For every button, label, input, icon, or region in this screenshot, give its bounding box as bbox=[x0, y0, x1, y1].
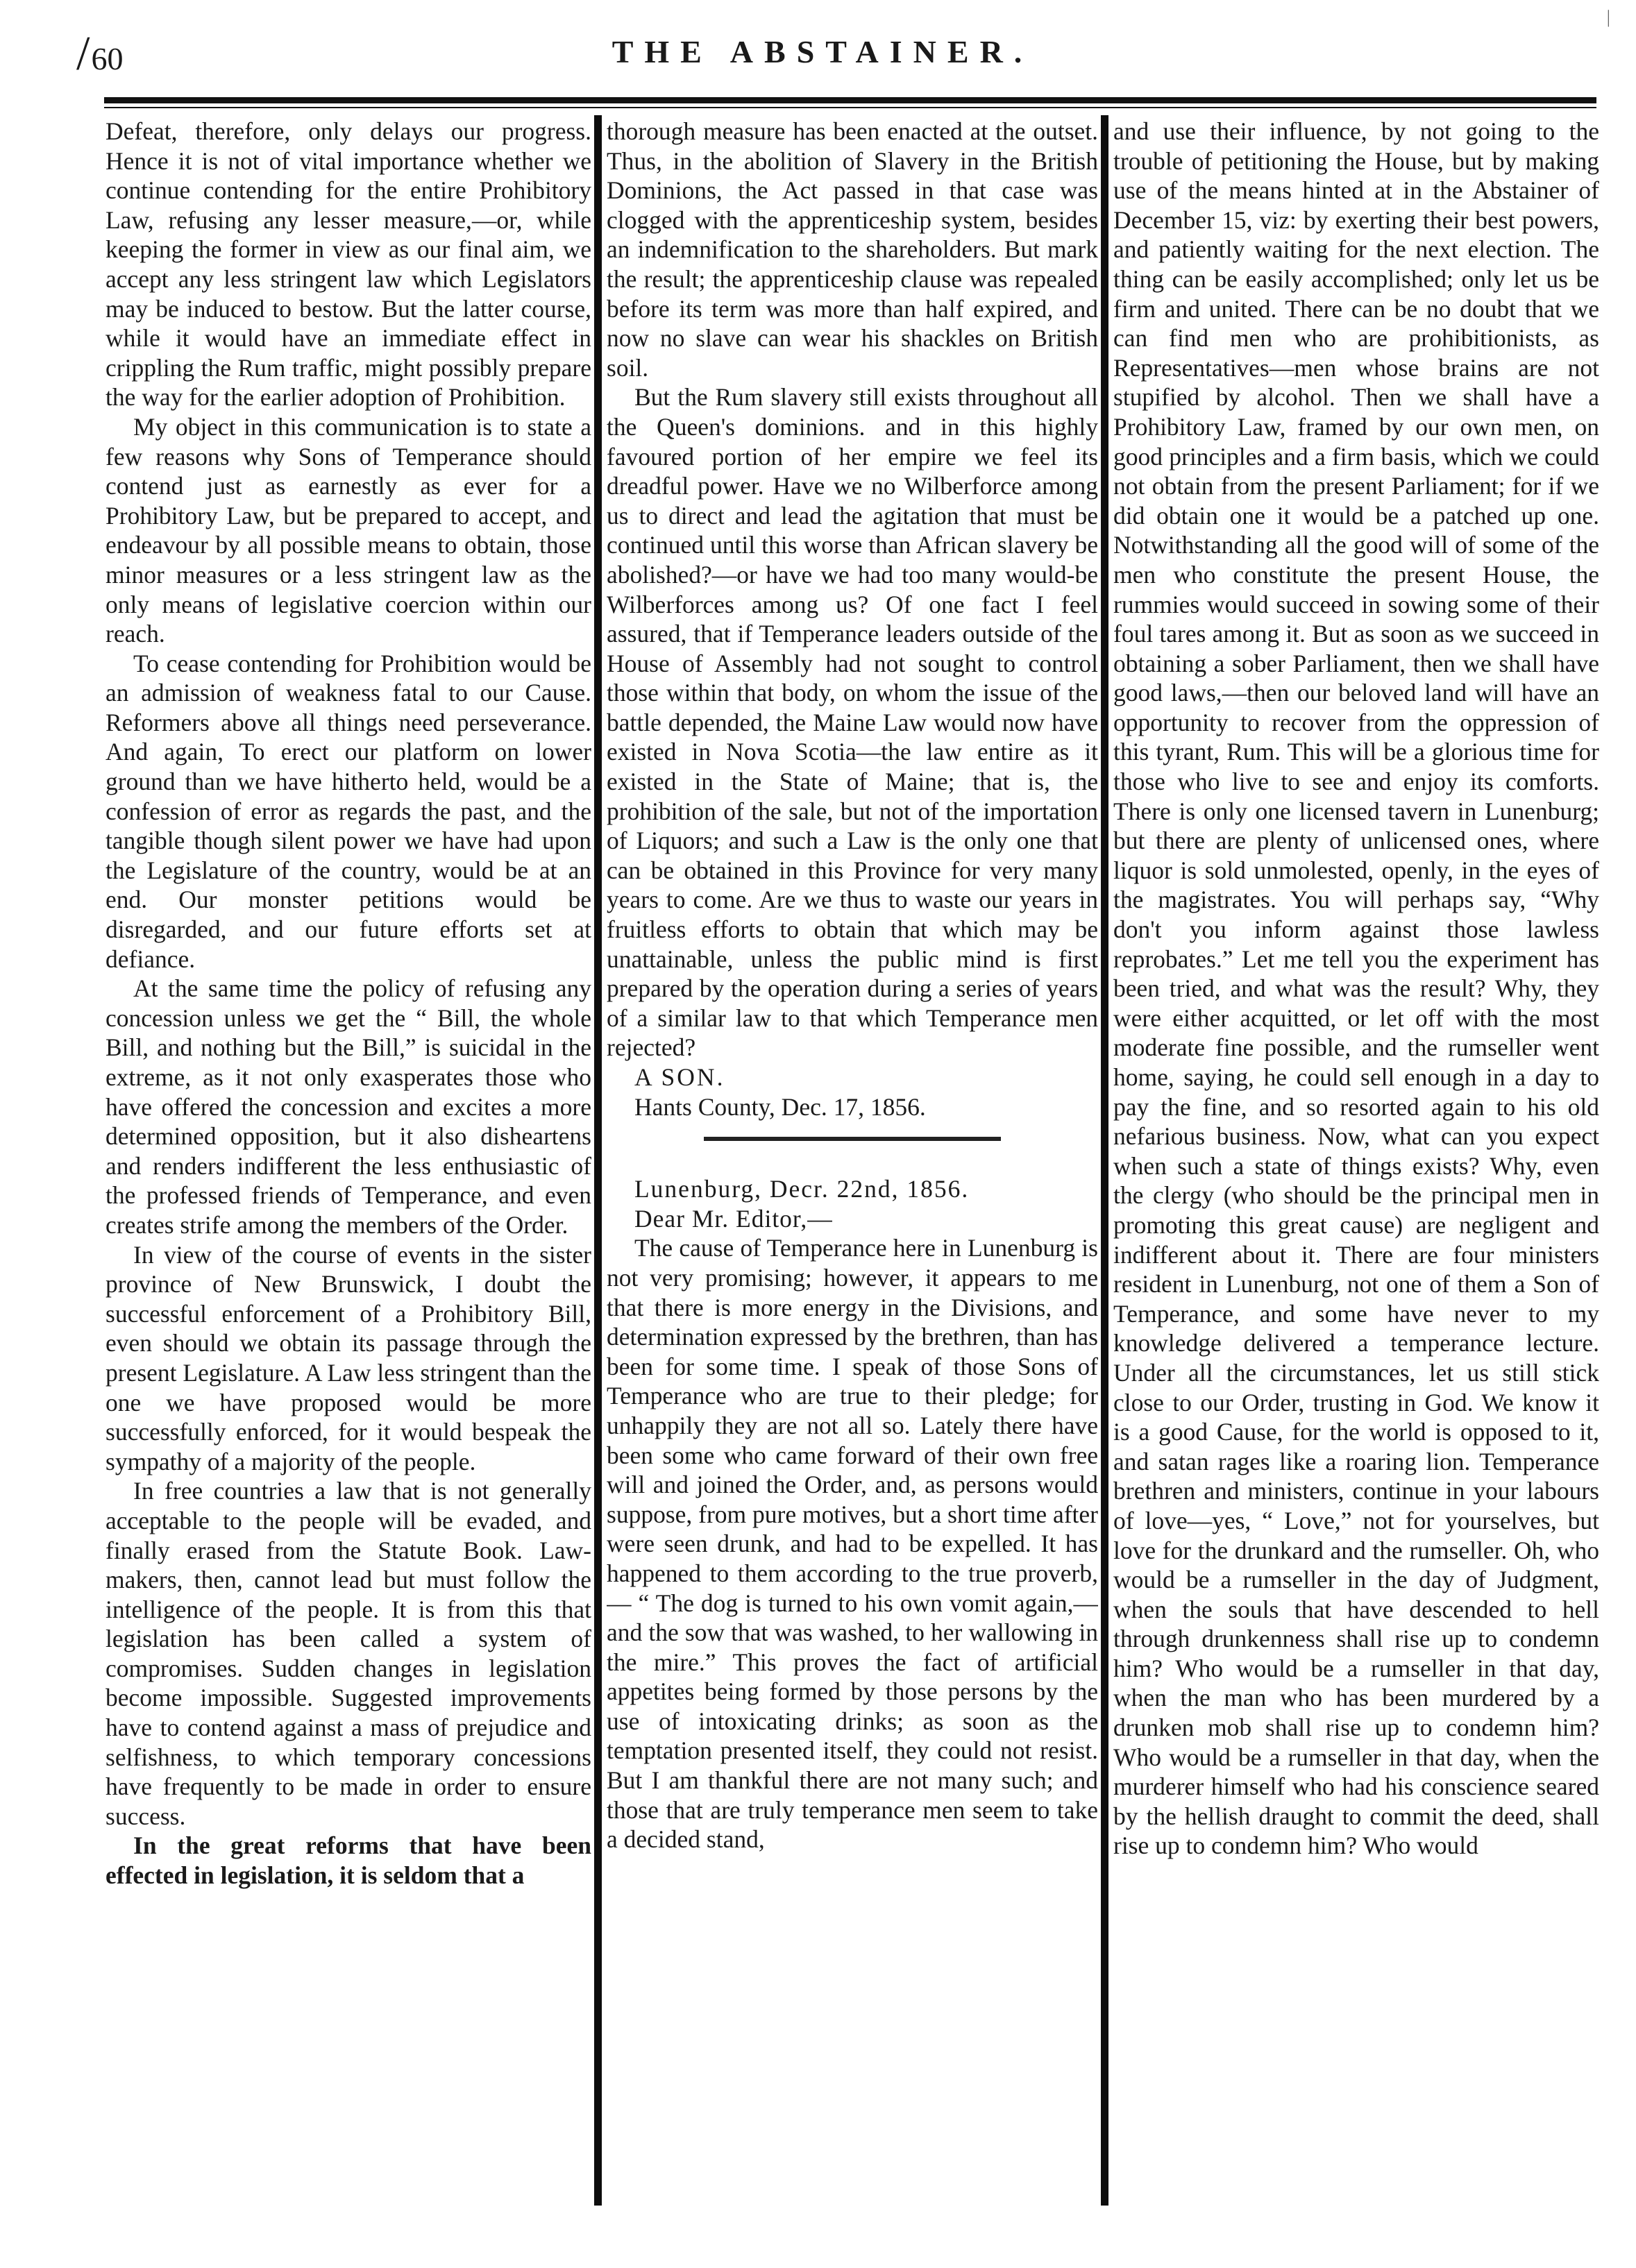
letter-place-date: Lunenburg, Decr. 22nd, 1856. bbox=[634, 1175, 970, 1203]
column-3 bbox=[1113, 117, 1599, 2206]
page-number: /60 bbox=[76, 27, 124, 81]
column-1 bbox=[106, 117, 591, 2206]
letter-dateline: Hants County, Dec. 17, 1856. bbox=[634, 1092, 926, 1121]
paragraph: In view of the course of events in the sister province of New Brunswick, I doubt the successful enforcement of a Prohibitory Bill, even should we obtain its passage through the present Legislature. A Law less stringent than the one we have proposed would be more successfully enforced, for it would bespeak the sympathy of a majority of the people. bbox=[106, 1240, 591, 1475]
page-header bbox=[76, 7, 1610, 90]
header-rule-thick bbox=[104, 97, 1596, 103]
column-2 bbox=[607, 117, 1098, 2206]
paragraph: To cease contending for Prohibition would be an admission of weakness fatal to our Cause. Reformers above all things need perseverance. And again, To erect our platform on lower ground than we have hitherto held, would be a confession of error as regards the past, and the tangible though silent power we have had upon the Legislature of the country, would be at an end. Our monster petitions would be disregarded, and our future efforts set at defiance. bbox=[106, 649, 591, 973]
header-rule-thin bbox=[104, 107, 1596, 108]
column-rule-left bbox=[594, 115, 602, 2206]
article-separator bbox=[704, 1137, 1001, 1141]
paragraph: thorough measure has been enacted at the outset. Thus, in the abolition of Slavery in the British Dominions, the Act passed in that case was clogged with the apprenticeship system, besides an indemnification to the shareholders. But mark the result; the apprenticeship clause was repealed before its term was more than half expired, and now no slave can wear his shackles on British soil. bbox=[607, 117, 1098, 382]
paragraph: At the same time the policy of refusing any concession unless we get the “ Bill, the whole Bill, and nothing but the Bill,” is suicidal in the extreme, as it not only exasperates those who have offered the concession and excites a more determined opposition, but it also disheartens and renders indifferent the less enthusiastic of the professed friends of Temperance, and even creates strife among the members of the Order. bbox=[106, 974, 591, 1239]
letter-signature: A SON. bbox=[634, 1063, 725, 1091]
paragraph: My object in this communication is to state a few reasons why Sons of Temperance should contend just as earnestly as ever for a Prohibitory Law, but be prepared to accept, and endeavour by all possible means to obtain, those minor measures or a less stringent law as the only means of legislative coercion within our reach. bbox=[106, 412, 591, 648]
paragraph: The cause of Temperance here in Lunenburg is not very promising; however, it appears to me that there is more energy in the Divisions, and determination expressed by the brethren, than has been for some time. I speak of those Sons of Temperance who are true to their pledge; for unhappily they are not all so. Lately there have been some who came forward of their own free will and joined the Order, and, as persons would suppose, from pure motives, but a short time after were seen drunk, and had to be expelled. It has happened to them according to the true proverb,— “ The dog is turned to his own vomit again,—and the sow that was washed, to her wallowing in the mire.” This proves the fact of artificial appetites being formed by those persons by the use of intoxicating drinks; as soon as the temptation presented itself, they could not resist. But I am thankful there are not many such; and those that are truly temperance men seem to take a decided stand, bbox=[607, 1234, 1098, 1854]
letter-salutation: Dear Mr. Editor,— bbox=[634, 1204, 833, 1233]
paragraph: and use their influence, by not going to the trouble of petitioning the House, but by making use of the means hinted at in the Abstainer of December 15, viz: by exerting their best powers, and patiently waiting for the next election. The thing can be easily accomplished; only let us be firm and united. There can be no doubt that we can find men who are prohibitionists, as Representatives—men whose brains are not stupified by alcohol. Then we shall have a Prohibitory Law, framed by our own men, on good principles and a firm basis, which we could not obtain from the present Parliament; for if we did obtain one it would be a patched up one. Notwithstanding all the good will of some of the men who constitute the present House, the rummies would succeed in sowing some of their foul tares among it. But as soon as we succeed in obtaining a sober Parliament, then we shall have good laws,—then our beloved land will have an opportunity to recover from the oppression of this tyrant, Rum. This will be a glorious time for those who live to see and enjoy its comforts. There is only one licensed tavern in Lunenburg; but there are plenty of unlicensed ones, where liquor is sold unmolested, openly, in the eyes of the magistrates. You will perhaps say, “Why don't you inform against those lawless reprobates.” Let me tell you the experiment has been tried, and what was the result? Why, they were either acquitted, or let off with the most moderate fine possible, and the rumseller went home, saying, he could sell enough in a day to pay the fine, and so resorted again to his old nefarious business. Now, what can you expect when such a state of things exists? Why, even the clergy (who should be the principal men in promoting this great cause) are negligent and indifferent about it. There are four ministers resident in Lunenburg, not one of them a Son of Temperance, and some have never to my knowledge delivered a temperance lecture. Under all the circumstances, let us still stick close to our Order, trusting in God. We know it is a good Cause, for the world is opposed to it, and satan rages like a roaring lion. Temperance brethren and ministers, continue in your labours of love—yes, “ Love,” not for yourselves, but love for the drunkard and the rumseller. Oh, who would be a rumseller in the day of Judgment, when the souls that have descended to hell through drunkenness shall rise up to condemn him? Who would be a rumseller in that day, when the man who has been murdered by a drunken mob shall rise up to condemn him? Who would be a rumseller in that day, when the murderer himself who had his conscience seared by the hellish draught to commit the deed, shall rise up to condemn him? Who would bbox=[1113, 117, 1599, 1860]
paragraph: But the Rum slavery still exists throughout all the Queen's dominions. and in this highly favoured portion of her empire we feel its dreadful power. Have we no Wilberforce among us to direct and lead the agitation that must be continued until this worse than African slavery be abolished?—or have we had too many would-be Wilberforces among us? Of one fact I feel assured, that if Temperance leaders outside of the House of Assembly had not sought to control those within that body, on whom the issue of the battle depended, the Maine Law would now have existed in Nova Scotia—the law entire as it existed in the State of Maine; that is, the prohibition of the sale, but not of the importation of Liquors; and such a Law is the only one that can be obtained in this Province for very many years to come. Are we thus to waste our years in fruitless efforts to obtain that which may be unattainable, unless the public mind is first prepared by the operation during a series of years of a similar law to that which Temperance men rejected? bbox=[607, 383, 1098, 1062]
masthead-title: THE ABSTAINER. bbox=[612, 34, 1034, 69]
paragraph: In the great reforms that have been effected in legislation, it is seldom that a bbox=[106, 1831, 591, 1890]
margin-mark: | bbox=[1606, 7, 1610, 27]
paragraph: Defeat, therefore, only delays our progress. Hence it is not of vital importance whether we continue contending for the entire Prohibitory Law, refusing any lesser measure,—or, while keeping the former in view as our final aim, we accept any less stringent law which Legislators may be induced to bestow. But the latter course, while it would have an immediate effect in crippling the Rum traffic, might possibly prepare the way for the earlier adoption of Prohibition. bbox=[106, 117, 591, 412]
column-rule-right bbox=[1101, 115, 1108, 2206]
paragraph: In free countries a law that is not generally acceptable to the people will be evaded, and finally erased from the Statute Book. Law-makers, then, cannot lead but must follow the intelligence of the people. It is from this that legislation has been called a system of compromises. Sudden changes in legislation become impossible. Suggested improvements have to contend against a mass of prejudice and selfishness, to which temporary concessions have frequently to be made in order to ensure success. bbox=[106, 1477, 591, 1830]
